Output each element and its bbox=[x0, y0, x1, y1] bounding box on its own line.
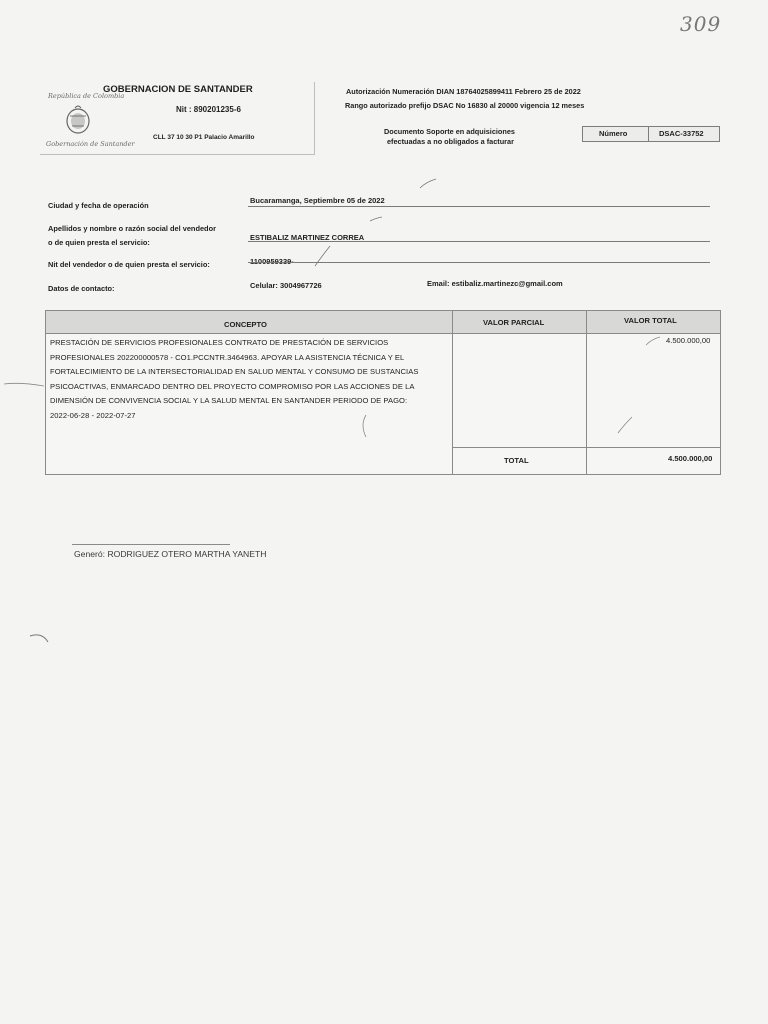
handwritten-marks-in-table bbox=[346, 331, 686, 441]
document-type-line-2: efectuadas a no obligados a facturar bbox=[387, 137, 514, 146]
document-number-value: DSAC-33752 bbox=[659, 129, 704, 138]
description-line: 2022-06-28 - 2022-07-27 bbox=[50, 410, 136, 420]
issuer-address: CLL 37 10 30 P1 Palacio Amarillo bbox=[153, 134, 255, 141]
description-line: PRESTACIÓN DE SERVICIOS PROFESIONALES CONTRATO DE PRESTACIÓN DE SERVICIOS bbox=[50, 338, 389, 347]
generated-by: Generó: RODRIGUEZ OTERO MARTHA YANETH bbox=[74, 549, 267, 559]
total-value: 4.500.000,00 bbox=[668, 454, 713, 463]
city-date-value: Bucaramanga, Septiembre 05 de 2022 bbox=[250, 196, 385, 205]
issuer-nit: Nit : 890201235-6 bbox=[176, 105, 241, 114]
vendor-nit-label: Nit del vendedor o de quien presta el servicio: bbox=[48, 260, 210, 269]
header-concept: CONCEPTO bbox=[224, 320, 267, 329]
concept-table bbox=[45, 310, 721, 475]
coat-of-arms-caption-bottom: Gobernación de Santander bbox=[46, 140, 135, 148]
description-line: PROFESIONALES 202200000578 - CO1.PCCNTR.3464963. APOYAR LA ASISTENCIA TÉCNICA Y EL bbox=[50, 352, 405, 362]
header-total-value: VALOR TOTAL bbox=[624, 316, 677, 325]
document-number-label: Número bbox=[599, 129, 628, 138]
description-line: DIMENSIÓN DE CONVIVENCIA SOCIAL Y LA SALUD MENTAL EN SANTANDER PERIODO DE PAGO: bbox=[50, 396, 408, 405]
authorized-range: Rango autorizado prefijo DSAC No 16830 al 20000 vigencia 12 meses bbox=[345, 101, 585, 110]
city-date-label: Ciudad y fecha de operación bbox=[48, 201, 149, 210]
header-partial-value: VALOR PARCIAL bbox=[483, 318, 545, 327]
description-line: FORTALECIMIENTO DE LA INTERSECTORIALIDAD EN SALUD MENTAL Y CONSUMO DE SUSTANCIAS bbox=[50, 367, 419, 376]
issuer-name: GOBERNACION DE SANTANDER bbox=[103, 84, 253, 95]
contact-phone: Celular: 3004967726 bbox=[250, 281, 322, 290]
vendor-label-line-2: o de quien presta el servicio: bbox=[48, 238, 150, 247]
total-label: TOTAL bbox=[504, 456, 529, 465]
total-row-divider bbox=[452, 447, 720, 448]
dian-authorization: Autorización Numeración DIAN 18764025899411 Febrero 25 de 2022 bbox=[346, 87, 581, 96]
margin-scribbles bbox=[0, 370, 50, 670]
vendor-nit-value: 1100959339- bbox=[250, 257, 294, 266]
description-line: PSICOACTIVAS, ENMARCADO DENTRO DEL PROYECTO COMPROMISO POR LAS ACCIONES DE LA bbox=[50, 381, 415, 391]
vendor-value: ESTIBALIZ MARTINEZ CORREA bbox=[250, 233, 365, 242]
coat-of-arms-caption-top: República de Colombia bbox=[48, 92, 125, 100]
vendor-label-line-1: Apellidos y nombre o razón social del vendedor bbox=[48, 224, 216, 233]
document-number-box bbox=[582, 126, 720, 142]
contact-label: Datos de contacto: bbox=[48, 284, 115, 293]
signature-line bbox=[72, 544, 230, 545]
handwritten-check-marks bbox=[300, 170, 440, 280]
document-type-line-1: Documento Soporte en adquisiciones bbox=[384, 127, 515, 136]
line-total-value: 4.500.000,00 bbox=[666, 336, 711, 345]
handwritten-page-number: 309 bbox=[680, 12, 722, 36]
document-number-divider bbox=[648, 127, 649, 141]
contact-email: Email: estibaliz.martinezc@gmail.com bbox=[427, 279, 563, 288]
